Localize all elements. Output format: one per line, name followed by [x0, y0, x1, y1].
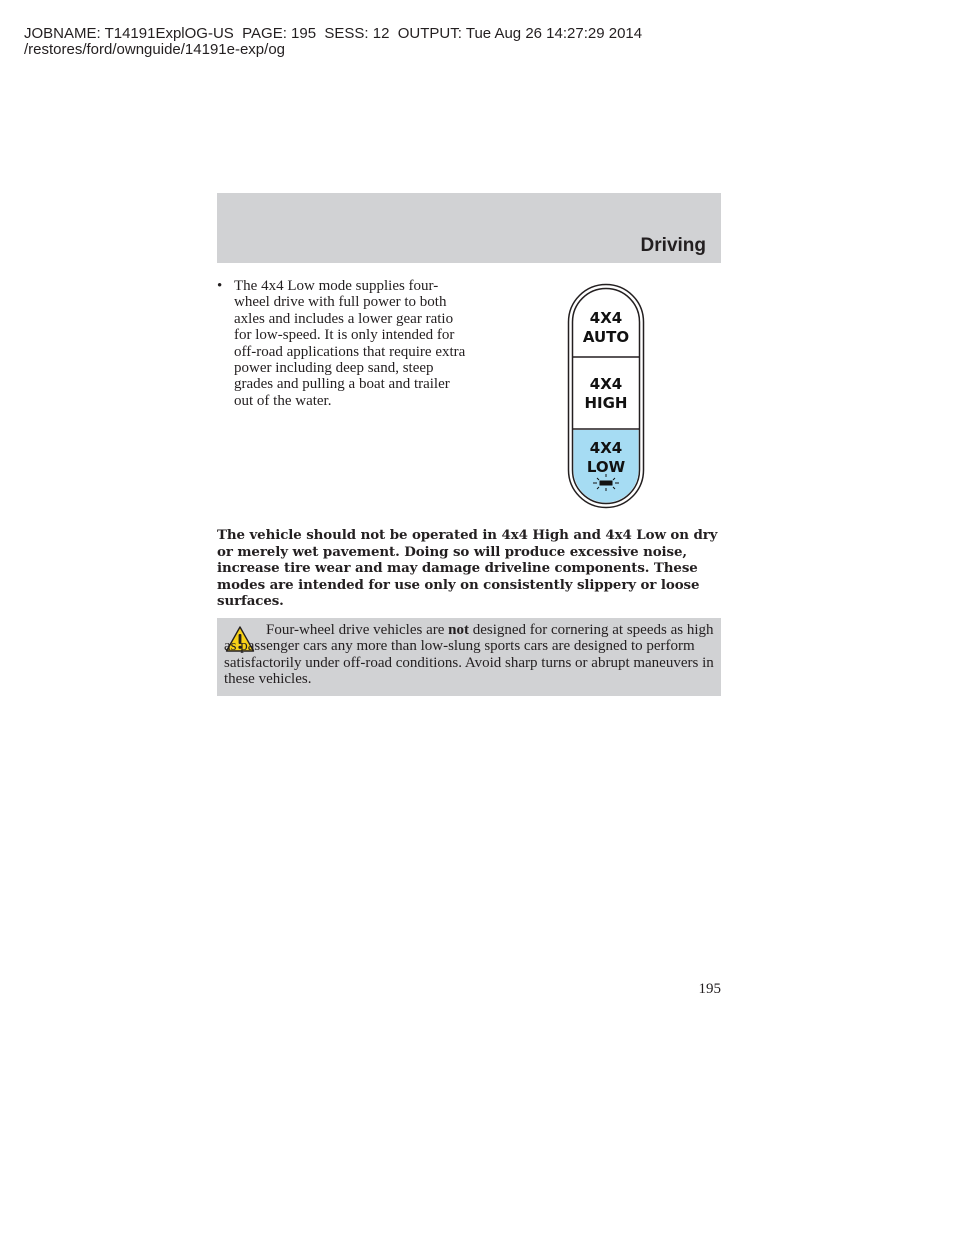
bullet-item	[217, 278, 469, 409]
warning-box	[217, 618, 721, 696]
caution-paragraph: The vehicle should not be operated in 4x4 High and 4x4 Low on dry or merely wet pavement. Doing so will produce excessive noise, increase tire wear and may damage driveline components. These modes are intended for use only on consistently slippery or loose surfaces.	[217, 527, 718, 609]
4x4-mode-switch-illustration	[567, 283, 645, 509]
warning-text	[224, 622, 716, 688]
4x4-high-button	[584, 375, 627, 412]
4x4-auto-label-line1: 4X4	[589, 309, 623, 327]
section-header	[217, 193, 721, 263]
4x4-auto-button	[583, 309, 629, 346]
job-header-line1: JOBNAME: T14191ExplOG-US PAGE: 195 SESS: 12 OUTPUT: Tue Aug 26 14:27:29 2014	[24, 25, 643, 42]
warning-text-start: Four-wheel drive vehicles are	[266, 622, 449, 638]
4x4-high-label-line2: HIGH	[584, 394, 628, 412]
job-header-line2: /restores/ford/ownguide/14191e-exp/og	[24, 41, 286, 58]
warning-emphasis: not	[448, 622, 469, 638]
4x4-high-label-line1: 4X4	[589, 375, 623, 393]
page-number: 195	[698, 981, 721, 997]
bullet-marker: •	[217, 278, 223, 294]
4x4-low-label-line2: LOW	[586, 458, 626, 476]
job-header	[24, 26, 642, 58]
bullet-text: The 4x4 Low mode supplies four-wheel drive with full power to both axles and includes a lower gear ratio for low-speed. It is only intended for off-road applications that require extra power including deep sand, steep grades and pulling a boat and trailer out of the water.	[234, 278, 466, 409]
warning-text-end: designed for cornering at speeds as high as passenger cars any more than low-slung sports cars are designed to perform satisfactorily under off-road conditions. Avoid sharp turns or abrupt maneuvers in these vehicles.	[224, 622, 714, 688]
4x4-low-label-line1: 4X4	[589, 439, 623, 457]
4x4-auto-label-line2: AUTO	[582, 328, 630, 346]
section-title: Driving	[640, 235, 706, 256]
